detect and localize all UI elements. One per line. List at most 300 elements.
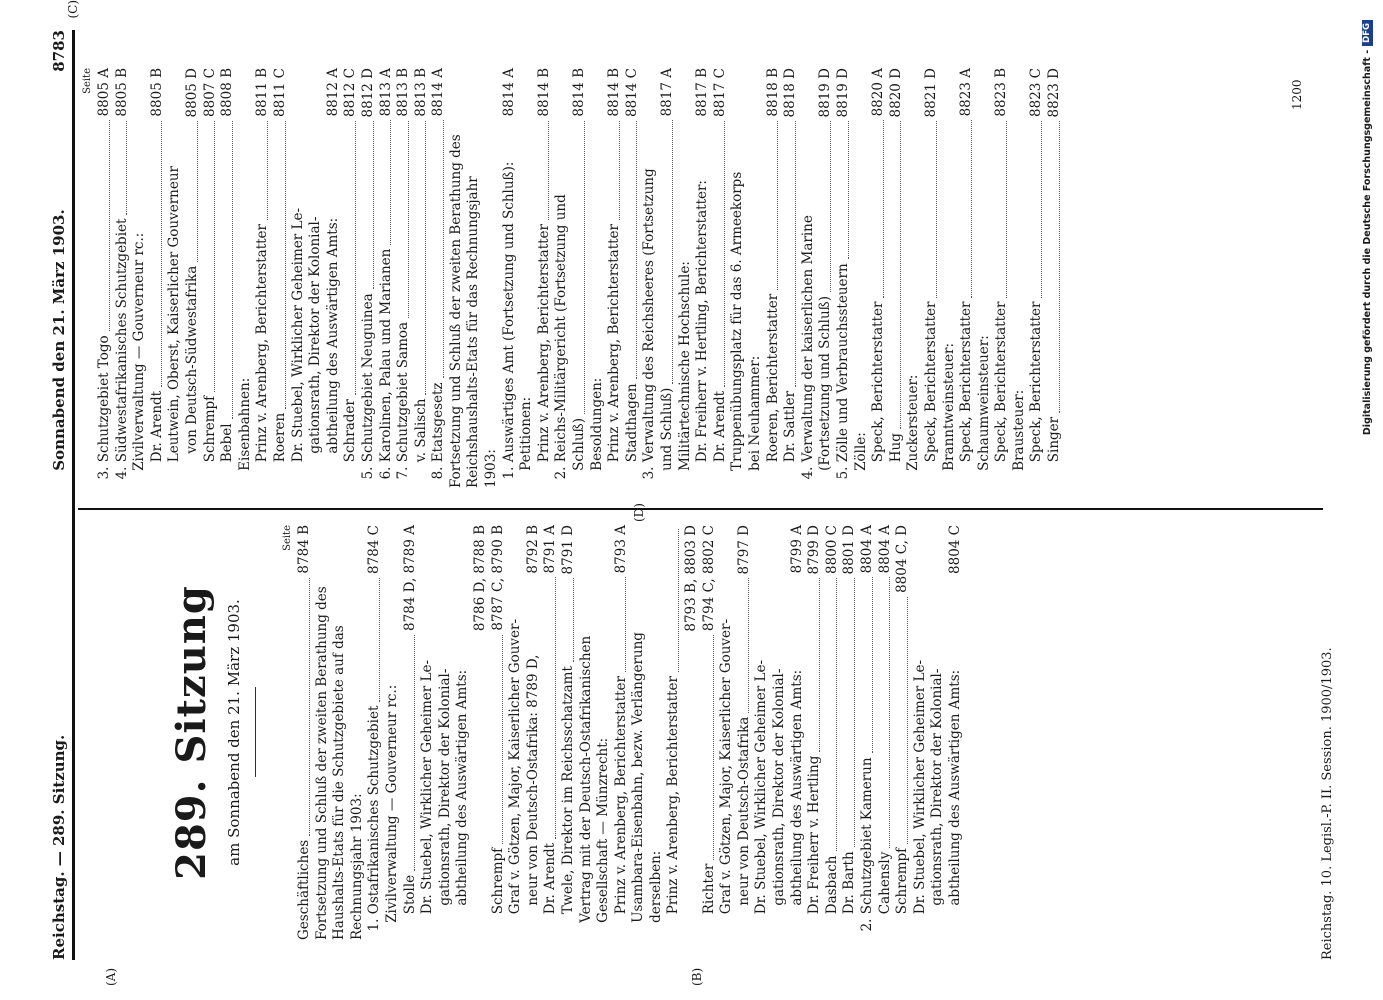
index-entry (677, 68, 695, 488)
leader-dots (109, 120, 110, 331)
leader-dots (285, 121, 286, 409)
entry-page: 8817 B (694, 68, 711, 117)
entry-text: Schrader (342, 399, 359, 488)
entry-page: 8804 A (876, 525, 893, 574)
entry-text: Stolle (401, 874, 418, 940)
index-entry (853, 68, 871, 488)
entry-text: Zuckersteuer: (905, 374, 922, 488)
index-entry (1028, 68, 1046, 488)
entry-text: Leutwein, Oberst, Kaiserlicher Gouverneur (166, 165, 183, 488)
entry-text: Besoldungen: (588, 377, 605, 488)
entry-page: 8814 B (606, 68, 623, 117)
index-entry (729, 68, 747, 488)
index-entry (976, 68, 994, 488)
index-entry (613, 525, 631, 940)
index-entry (589, 68, 607, 488)
index-entry (384, 525, 402, 940)
entry-text: Haushalts-Etats für die Schutzgebiete auf das (331, 625, 348, 940)
entry-page: 8812 D (359, 68, 376, 118)
entry-page: 8804 C (946, 525, 963, 574)
entry-text: Graf v. Götzen, Major, Kaiserlicher Gouver- (718, 618, 735, 940)
leader-dots (672, 120, 673, 383)
entry-text: Graf v. Götzen, Major, Kaiserlicher Gouver- (507, 618, 524, 940)
index-entry (114, 68, 132, 488)
session-date: am Sonnabend den 21. März 1903. (225, 599, 243, 866)
leader-dots (819, 578, 820, 751)
leader-dots (1059, 121, 1060, 412)
entry-text: Speck, Berichterstatter (922, 301, 939, 488)
entry-text: Eisenbahnen: (236, 377, 253, 488)
index-entry (912, 525, 930, 940)
index-entry (378, 68, 396, 488)
entry-text: Zivilverwaltung — Gouverneur rc.: (131, 232, 148, 488)
entry-text: 4. Verwaltung der kaiserlichen Marine (799, 215, 816, 488)
index-entry (877, 525, 895, 940)
margin-mark-a: (A) (104, 967, 118, 986)
entry-text: Twele, Direktor im Reichsschatzamt (559, 666, 576, 940)
column-divider (78, 508, 1323, 510)
entry-text: Truppenübungsplatz für das 6. Armeekorps (729, 171, 746, 488)
entry-page: 8812 C (342, 68, 359, 117)
index-entry (859, 525, 877, 940)
entry-page: 8805 D (183, 68, 200, 118)
index-entry (941, 68, 959, 488)
leader-dots (713, 635, 714, 860)
leader-dots (1041, 121, 1042, 298)
index-entry (483, 68, 501, 488)
index-entry (870, 68, 888, 488)
entry-text: Bebel (219, 423, 236, 488)
entry-text: Dr. Stuebel, Wirklicher Geheimer Le- (419, 659, 436, 940)
entry-page: 8799 D (806, 525, 823, 575)
entry-page: 8818 D (782, 68, 799, 118)
index-entry (929, 525, 947, 940)
entry-page: 8820 D (887, 68, 904, 118)
leader-dots (777, 121, 778, 290)
entry-text: Schaumweinsteuer: (975, 335, 992, 488)
index-entry (771, 525, 789, 940)
index-entry (465, 68, 483, 488)
index-entry (96, 68, 114, 488)
entry-page: 8813 B (412, 68, 429, 117)
index-entry (765, 68, 783, 488)
index-entry (307, 68, 325, 488)
digitization-notice (1362, 20, 1373, 980)
entry-text: Dr. Barth (841, 851, 858, 940)
entry-page: 8814 C (623, 68, 640, 117)
index-entry (254, 68, 272, 488)
index-entry (553, 68, 571, 488)
entry-page: 8808 B (219, 68, 236, 117)
entry-text: Dr. Freiherr v. Hertling (806, 755, 823, 940)
index-entry (659, 68, 677, 488)
entry-text: v. Salisch (412, 398, 429, 488)
index-entry (325, 68, 343, 488)
entry-text: 3. Schutzgebiet Togo (96, 335, 112, 488)
entry-page: 8799 A (788, 525, 805, 574)
entry-text: abtheilung des Auswärtigen Amts: (454, 669, 471, 940)
leader-dots (573, 578, 574, 662)
right-column (78, 68, 1064, 488)
index-entry (782, 68, 800, 488)
index-entry (595, 525, 613, 940)
leader-dots (636, 121, 637, 379)
entry-text: abtheilung des Auswärtigen Amts: (788, 669, 805, 940)
index-entry (184, 68, 202, 488)
session-title: 289. Sitzung (168, 585, 215, 880)
entry-text: Schrempf (201, 395, 218, 488)
entry-text: Zivilverwaltung — Gouverneur rc.: (383, 684, 400, 940)
index-entry (149, 68, 167, 488)
digitization-text: Digitalisierung gefördert durch die Deutsche Forschungsgemeinschaft - (1362, 49, 1373, 436)
leader-dots (619, 121, 620, 220)
index-entry (360, 68, 378, 488)
entry-text: von Deutsch-Südwestafrika (183, 265, 200, 488)
entry-text: Branntweinsteuer: (940, 343, 957, 488)
entry-text: Geschäftliches (296, 839, 312, 940)
index-entry (518, 68, 536, 488)
entry-text: gationsrath, Direktor der Kolonial- (771, 668, 788, 940)
entry-page: 8823 D (1046, 68, 1063, 118)
entry-text: Hug (887, 433, 904, 488)
index-entry (430, 68, 448, 488)
index-entry (342, 68, 360, 488)
entry-text: Militärtechnische Hochschule: (676, 261, 693, 488)
index-entry (237, 68, 255, 488)
right-entry-list (96, 68, 1064, 488)
entry-text: gationsrath, Direktor der Kolonial- (436, 668, 453, 940)
entry-page: 8813 A (377, 68, 394, 117)
entry-text: abtheilung des Auswärtigen Amts: (324, 217, 341, 488)
entry-text: 2. Reichs-Militärgericht (Fortsetzung und (553, 194, 570, 488)
entry-text: Speck, Berichterstatter (870, 301, 887, 488)
index-entry (472, 525, 490, 940)
leader-dots (443, 120, 444, 378)
entry-text: abtheilung des Auswärtigen Amts: (946, 669, 963, 940)
index-entry (536, 68, 554, 488)
entry-text: Roeren, Berichterstatter (764, 293, 781, 488)
index-entry (402, 525, 420, 940)
left-entry-list (296, 525, 965, 940)
index-entry (753, 525, 771, 940)
index-entry (683, 525, 701, 940)
entry-text: 8. Etatsgesetz (430, 382, 447, 488)
index-entry (835, 68, 853, 488)
entry-page: 8784 D, 8789 A (401, 525, 418, 631)
entry-text: Fortsetzung und Schluß der zweiten Berathung des (313, 586, 330, 940)
leader-dots (214, 121, 215, 392)
index-entry (905, 68, 923, 488)
entry-text: derselben: (647, 850, 664, 940)
entry-text: 2. Schutzgebiet Kamerun (859, 757, 875, 940)
entry-text: Dr. Arendt (542, 842, 559, 940)
entry-text: Speck, Berichterstatter (1028, 301, 1045, 488)
entry-text: Dr. Stuebel, Wirklicher Geheimer Le- (289, 207, 306, 488)
index-entry (923, 68, 941, 488)
entry-text: Roeren (271, 412, 288, 488)
entry-text: Usambara-Eisenbahn, bezw. Verlängerung (630, 632, 647, 940)
page-number: 8783 (50, 30, 68, 72)
entry-text: Rechnungsjahr 1903: (348, 793, 365, 940)
index-entry (624, 68, 642, 488)
index-entry (701, 525, 719, 940)
entry-page: 8794 C, 8802 C (700, 525, 717, 632)
index-entry (296, 525, 314, 940)
index-entry (736, 525, 754, 940)
running-head-date: Sonnabend den 21. März 1903. (50, 209, 68, 471)
entry-page: 8823 A (958, 68, 975, 117)
leader-dots (836, 578, 837, 852)
entry-page: 8811 B (254, 68, 271, 117)
entry-text: Reichshaushalts-Etats für das Rechnungsjahr (465, 176, 482, 488)
leader-dots (408, 121, 409, 318)
entry-text: neur von Deutsch-Ostafrika: 8789 D, (524, 654, 541, 940)
leader-dots (854, 578, 855, 847)
entry-page: 8791 D (559, 525, 576, 575)
entry-text: Dr. Arendt (711, 390, 728, 488)
entry-page: 8823 B (993, 68, 1010, 117)
entry-text: 1. Ostafrikanisches Schutzgebiet (366, 705, 383, 940)
leader-dots (971, 120, 972, 297)
index-entry (219, 68, 237, 488)
index-entry (1011, 68, 1029, 488)
leader-dots (748, 578, 749, 712)
index-entry (641, 68, 659, 488)
leader-dots (848, 121, 849, 259)
leader-dots (724, 121, 725, 387)
index-entry (712, 68, 730, 488)
entry-text: Petitionen: (518, 396, 535, 488)
index-entry (606, 68, 624, 488)
index-entry (630, 525, 648, 940)
index-entry (395, 68, 413, 488)
leader-dots (936, 121, 937, 297)
entry-page: 8819 D (817, 68, 834, 118)
index-entry (314, 525, 332, 940)
entry-text: Dr. Freiherr v. Hertling, Berichterstatter: (694, 180, 711, 488)
leader-dots (889, 577, 890, 847)
entry-text: 7. Schutzgebiet Samoa (395, 321, 412, 488)
leader-dots (795, 121, 796, 386)
running-head-left: Reichstag. — 289. Sitzung. (50, 734, 68, 960)
entry-text: 5. Schutzgebiet Neuguinea (359, 293, 376, 488)
entry-text: Schluß) (571, 418, 588, 488)
entry-text: Schrempf (894, 847, 911, 940)
entry-text: 1903: (483, 449, 500, 488)
seite-label-right: Seite (82, 68, 93, 94)
leader-dots (872, 577, 873, 753)
entry-page: 8823 C (1028, 68, 1045, 117)
margin-mark-d: (D) (632, 503, 646, 522)
index-entry (331, 525, 349, 940)
leader-dots (900, 121, 901, 429)
index-entry (789, 525, 807, 940)
leader-dots (907, 597, 908, 844)
entry-text: Zölle: (852, 432, 869, 488)
leader-dots (379, 578, 380, 702)
entry-text: Richter (700, 863, 717, 940)
entry-page: 8801 D (841, 525, 858, 575)
entry-page: 8805 A (96, 68, 112, 117)
leader-dots (548, 121, 549, 220)
index-entry (947, 525, 965, 940)
entry-page: 8814 A (500, 68, 517, 117)
index-entry (131, 68, 149, 488)
entry-text: 4. Südwestafrikanisches Schutzgebiet (113, 218, 130, 488)
leader-dots (355, 121, 356, 395)
entry-text: Prinz v. Arenberg, Berichterstatter (606, 223, 623, 488)
index-entry (841, 525, 859, 940)
leader-dots (830, 121, 831, 292)
entry-page: 8812 A (324, 68, 341, 117)
entry-page: 8805 B (113, 68, 130, 117)
index-entry (413, 68, 431, 488)
footer-session-info: Reichstag. 10. Legisl.-P. II. Session. 1900/1903. (1320, 647, 1335, 960)
margin-mark-c: (C) (66, 0, 80, 19)
index-entry (454, 525, 472, 940)
index-entry (824, 525, 842, 940)
leader-dots (161, 121, 162, 387)
entry-page: 8817 C (711, 68, 728, 117)
title-rule (255, 688, 256, 778)
entry-text: Speck, Berichterstatter (993, 301, 1010, 488)
index-entry (571, 68, 589, 488)
entry-text: Gesellschaft — Münzrecht: (595, 737, 612, 940)
index-entry (800, 68, 818, 488)
entry-page: 8818 B (764, 68, 781, 117)
leader-dots (309, 578, 310, 836)
entry-text: Dasbach (823, 855, 840, 940)
entry-page: 8804 C, D (894, 525, 911, 593)
entry-page: 8814 A (430, 68, 447, 117)
index-entry (501, 68, 519, 488)
index-entry (437, 525, 455, 940)
entry-text: bei Neuhammer: (746, 355, 763, 488)
entry-page: 8800 C (823, 525, 840, 574)
entry-text: Singer (1046, 416, 1063, 488)
entry-page: 8814 B (571, 68, 588, 117)
entry-text: Brausteuer: (1010, 389, 1027, 488)
entry-page: 8805 B (148, 68, 165, 117)
index-entry (958, 68, 976, 488)
entry-page: 8792 B (524, 525, 541, 574)
leader-dots (425, 121, 426, 395)
entry-text: Dr. Sattler (782, 390, 799, 488)
leader-dots (390, 120, 391, 244)
margin-mark-b: (B) (690, 967, 704, 986)
index-entry (694, 68, 712, 488)
index-entry (490, 525, 508, 940)
leader-dots (502, 635, 503, 844)
entry-text: neur von Deutsch-Ostafrika (735, 716, 752, 940)
leader-dots (373, 121, 374, 289)
header-rule (72, 30, 75, 960)
entry-page: 8797 D (735, 525, 752, 575)
entry-page: 8784 B (296, 525, 312, 574)
entry-text: Dr. Stuebel, Wirklicher Geheimer Le- (911, 659, 928, 940)
entry-text: 5. Zölle und Verbrauchssteuern (834, 263, 851, 488)
entry-page: 8786 D, 8788 B (471, 525, 488, 632)
entry-page: 8811 C (271, 68, 288, 117)
entry-text: Vertrag mit der Deutsch-Ostafrikanischen (577, 635, 594, 940)
entry-text: Prinz v. Arenberg, Berichterstatter (612, 675, 629, 940)
leader-dots (267, 121, 268, 220)
entry-page: 8787 C, 8790 B (489, 525, 506, 631)
seite-label-left: Seite (282, 525, 293, 551)
entry-page: 8814 B (535, 68, 552, 117)
entry-text: Prinz v. Arenberg, Berichterstatter (535, 223, 552, 488)
index-entry (448, 68, 466, 488)
index-entry (419, 525, 437, 940)
index-entry (507, 525, 525, 940)
entry-page: 8793 B, 8803 D (683, 525, 700, 632)
entry-text: 3. Verwaltung des Reichsheeres (Fortsetzung (641, 168, 658, 488)
left-column (78, 525, 965, 940)
entry-text: Fortsetzung und Schluß der zweiten Berathung des (447, 134, 464, 488)
entry-page: 8820 A (870, 68, 887, 117)
leader-dots (678, 529, 679, 672)
index-entry (560, 525, 578, 940)
leader-dots (232, 121, 233, 420)
dfg-logo: DFG (1362, 20, 1373, 46)
entry-page: 8807 C (201, 68, 218, 117)
entry-text: Cahensly (876, 851, 893, 940)
index-entry (349, 525, 367, 940)
entry-text: 1. Auswärtiges Amt (Fortsetzung und Schluß): (500, 161, 517, 488)
entry-text: und Schluß) (659, 387, 675, 488)
index-entry (648, 525, 666, 940)
entry-page: 8821 D (922, 68, 939, 118)
index-entry (993, 68, 1011, 488)
leader-dots (197, 121, 198, 261)
entry-text: Schrempf (489, 847, 506, 940)
leader-dots (883, 120, 884, 297)
entry-text: (Fortsetzung und Schluß) (817, 296, 834, 488)
entry-text: gationsrath, Direktor der Kolonial- (307, 216, 324, 488)
index-entry (747, 68, 765, 488)
entry-text: Prinz v. Arenberg, Berichterstatter (665, 675, 682, 940)
entry-text: Stadthagen (623, 383, 640, 488)
index-entry (542, 525, 560, 940)
entry-text: Speck, Berichterstatter (958, 301, 975, 488)
entry-page: 8813 B (395, 68, 412, 117)
index-entry (718, 525, 736, 940)
leader-dots (414, 635, 415, 871)
index-entry (665, 525, 683, 940)
index-entry (894, 525, 912, 940)
leader-dots (584, 121, 585, 414)
entry-page: 8817 A (659, 68, 675, 117)
index-entry (525, 525, 543, 940)
entry-text: Dr. Stuebel, Wirklicher Geheimer Le- (753, 659, 770, 940)
footer-sheet-number: 1200 (1290, 79, 1304, 110)
leader-dots (126, 121, 127, 215)
leader-dots (555, 577, 556, 839)
leader-dots (625, 577, 626, 672)
index-entry (578, 525, 596, 940)
entry-page: 8804 A (859, 525, 875, 574)
index-entry (166, 68, 184, 488)
entry-page: 8784 C (366, 525, 383, 574)
index-entry (806, 525, 824, 940)
entry-page: 8793 A (612, 525, 629, 574)
entry-page: 8819 D (834, 68, 851, 118)
entry-page: 8791 A (542, 525, 559, 574)
index-entry (272, 68, 290, 488)
index-entry (888, 68, 906, 488)
index-entry (1046, 68, 1064, 488)
entry-text: 6. Karolinen, Palau und Marianen (377, 248, 394, 488)
